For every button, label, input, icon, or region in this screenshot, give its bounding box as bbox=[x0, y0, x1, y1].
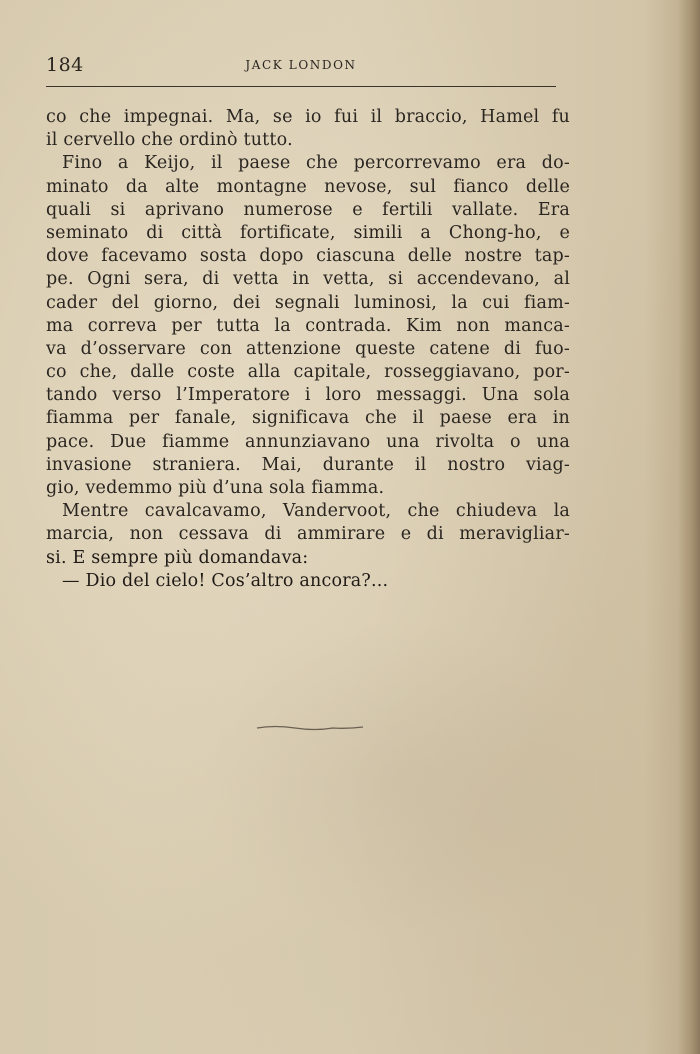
body-text bbox=[46, 106, 570, 593]
text-line: pace. Due fiamme annunziavano una rivolta o una bbox=[46, 431, 570, 452]
text-line: seminato di città fortificate, simili a Chong-ho, e bbox=[46, 222, 570, 243]
text-line: — Dio del cielo! Cos’altro ancora?... bbox=[62, 570, 389, 591]
text-line: dove facevamo sosta dopo ciascuna delle nostre tap- bbox=[46, 246, 570, 267]
text-line: va d’osservare con attenzione queste catene di fuo- bbox=[46, 338, 570, 359]
text-line: marcia, non cessava di ammirare e di meravigliar- bbox=[46, 524, 570, 545]
text-line: cader del giorno, dei segnali luminosi, la cui fiam- bbox=[46, 292, 570, 313]
text-line: gio, vedemmo più d’una sola fiamma. bbox=[46, 478, 385, 498]
paper-show-through bbox=[200, 620, 600, 940]
text-line: ma correva per tutta la contrada. Kim non manca- bbox=[46, 315, 570, 336]
text-line: quali si aprivano numerose e fertili vallate. Era bbox=[46, 199, 570, 220]
text-line: invasione straniera. Mai, durante il nostro viag- bbox=[46, 454, 570, 475]
text-line: pe. Ogni sera, di vetta in vetta, si accendevano, al bbox=[46, 269, 570, 290]
page-number: 184 bbox=[46, 54, 84, 76]
text-line: fiamma per fanale, significava che il paese era in bbox=[46, 408, 570, 429]
text-line: Mentre cavalcavamo, Vandervoot, che chiudeva la bbox=[62, 501, 570, 522]
text-line: co che impegnai. Ma, se io fui il braccio, Hamel fu bbox=[46, 107, 570, 127]
header-rule bbox=[46, 86, 556, 87]
end-ornament bbox=[255, 723, 367, 733]
text-line: Fino a Keijo, il paese che percorrevamo era do- bbox=[62, 153, 570, 174]
text-line: minato da alte montagne nevose, sul fianco delle bbox=[46, 176, 570, 197]
text-line: co che, dalle coste alla capitale, rosseggiavano, por- bbox=[46, 362, 570, 383]
page-edge-shadow bbox=[678, 0, 700, 1054]
text-line: tando verso l’Imperatore i loro messaggi. Una sola bbox=[46, 385, 570, 406]
text-line: si. E sempre più domandava: bbox=[46, 547, 309, 568]
running-head: JACK LONDON bbox=[245, 58, 357, 72]
text-line: il cervello che ordinò tutto. bbox=[46, 130, 293, 151]
page-header bbox=[46, 54, 556, 80]
